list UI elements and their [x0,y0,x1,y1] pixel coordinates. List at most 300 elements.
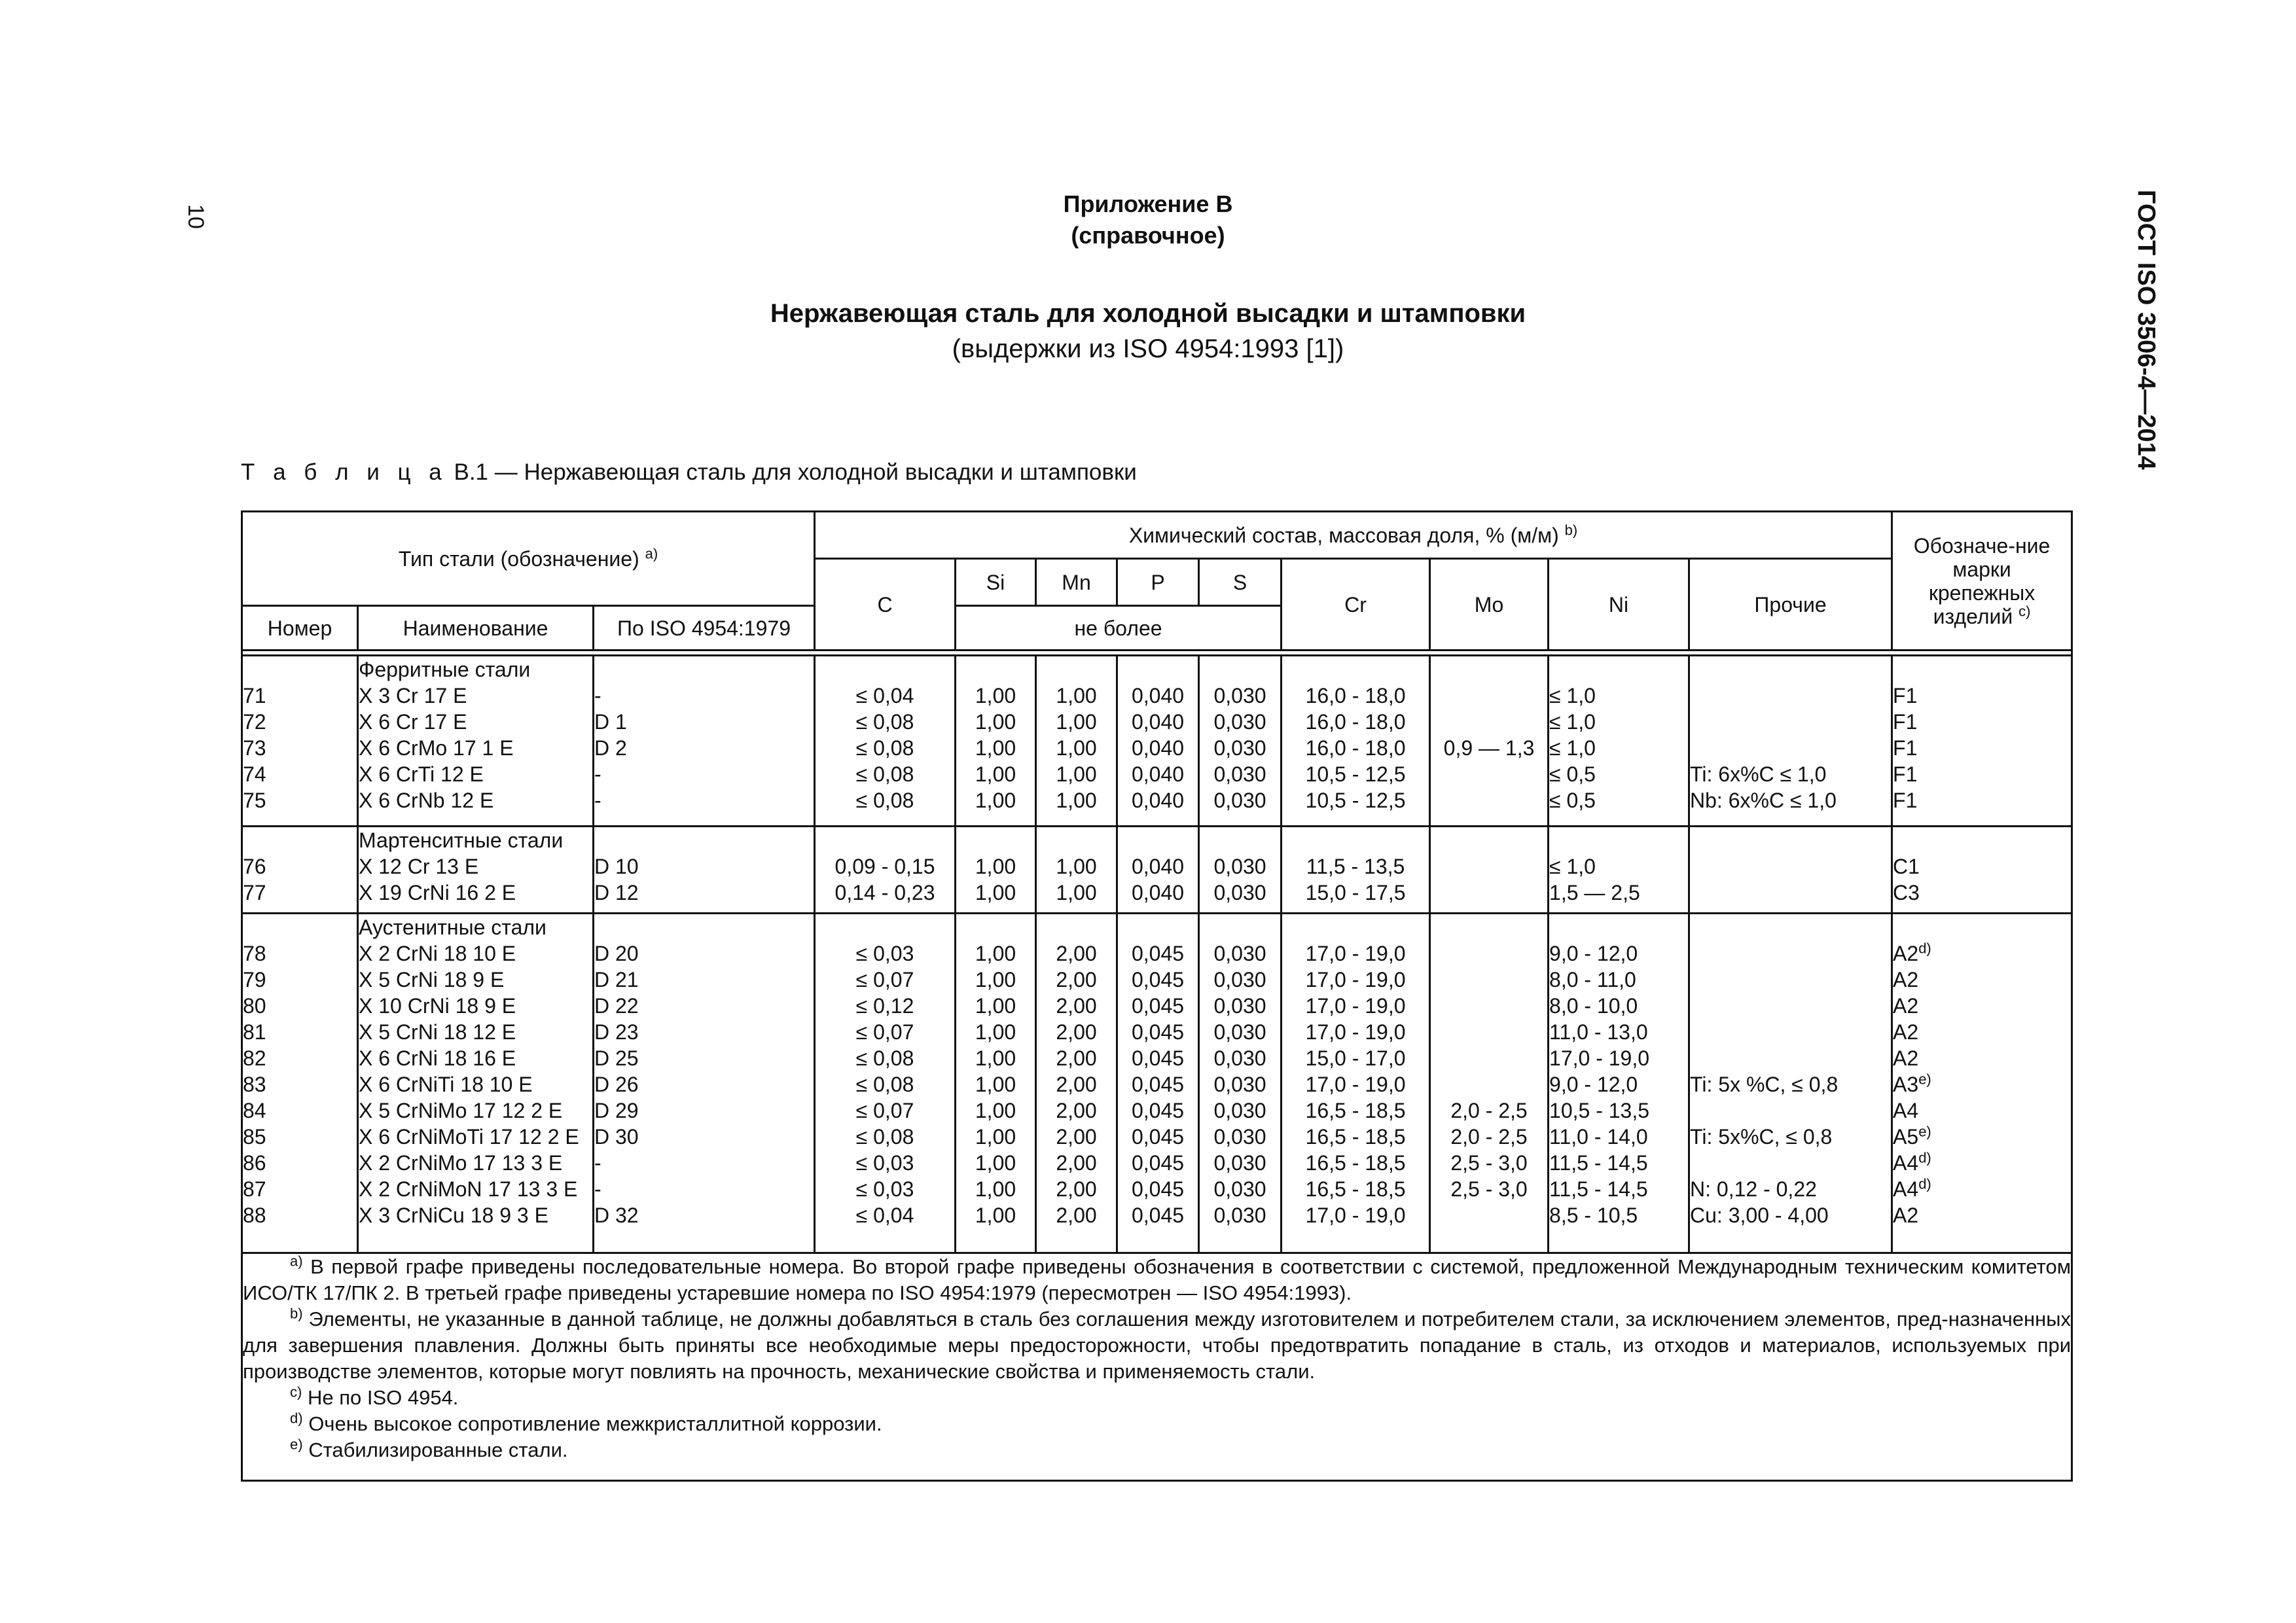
footnote [243,1254,2071,1306]
col-si [956,656,1036,827]
cell-other [1690,1045,1891,1071]
cell-mn: 2,00 [1056,993,1097,1018]
mark-footnote-ref: e) [1918,1123,1931,1140]
header-separator [242,651,2072,656]
cell-other: Nb: 6x%C ≤ 1,0 [1690,789,1837,812]
cell-other: N: 0,12 - 0,22 [1690,1177,1817,1201]
appendix-title: Приложение В [1063,190,1233,217]
cell-c: 0,09 - 0,15 [834,855,935,879]
cell-c: ≤ 0,03 [855,941,914,965]
col-s [1199,913,1282,1253]
cell-ni: 11,0 - 14,0 [1549,1124,1648,1149]
cell-si: 1,00 [975,1177,1016,1201]
cell-p: 0,040 [1131,789,1185,812]
table-caption-prefix: Т а б л и ц а [241,459,448,485]
cell-num: 83 [243,1072,266,1096]
cell-c: ≤ 0,03 [855,1177,914,1201]
cell-other [1690,853,1891,880]
cell-p: 0,040 [1131,736,1185,760]
cell-name: X 6 CrNiTi 18 10 E [359,1072,533,1096]
cell-mark: A4$^{d)}$ [1893,1149,1931,1175]
cell-mark: F1 [1893,736,1918,760]
cell-mo [1431,1071,1547,1097]
cell-si: 1,00 [975,1020,1016,1044]
cell-mn: 2,00 [1056,967,1097,991]
cell-s: 0,030 [1213,1150,1266,1175]
cell-p: 0,045 [1131,1177,1185,1201]
cell-name: X 12 Cr 13 E [359,855,479,879]
steel-group [242,656,2072,827]
cell-si: 1,00 [975,710,1016,734]
cell-other [1690,683,1891,709]
table-caption [241,459,1137,486]
cell-iso: - [594,789,601,812]
cell-mark: A2 [1893,1020,1919,1044]
cell-cr: 17,0 - 19,0 [1305,967,1406,991]
col-other [1689,827,1892,913]
cell-c: ≤ 0,08 [855,736,914,760]
col-ni [1549,827,1689,913]
cell-iso: D 1 [594,710,627,734]
cell-mark: C1 [1893,855,1920,879]
footnote-text: Не по ISO 4954. [307,1386,459,1410]
cell-ni: 1,5 — 2,5 [1549,881,1640,905]
cell-name: X 5 CrNi 18 12 E [359,1020,516,1044]
footnote-text: Стабилизированные стали. [308,1438,568,1462]
cell-name: X 6 CrNiMoTi 17 12 2 E [359,1124,579,1149]
steel-table [241,510,2073,1482]
col-iso [594,827,815,913]
cell-iso: - [594,1150,601,1175]
cell-s: 0,030 [1213,1098,1266,1122]
cell-ni: 9,0 - 12,0 [1549,1072,1638,1096]
cell-mn: 2,00 [1056,1203,1097,1227]
cell-num: 75 [243,789,266,812]
cell-num: 86 [243,1150,266,1175]
cell-mn: 2,00 [1056,1046,1097,1070]
col-cr [1282,827,1430,913]
cell-mo [1431,1202,1547,1228]
steel-group [242,913,2072,1253]
cell-p: 0,045 [1131,941,1185,965]
cell-s: 0,030 [1213,710,1266,734]
col-cr [1282,656,1430,827]
cell-name: X 19 CrNi 16 2 E [359,881,516,905]
mark-footnote-ref: d) [1918,1175,1931,1192]
cell-mo [1431,683,1547,709]
cell-num: 88 [243,1203,266,1227]
cell-iso: D 23 [594,1020,639,1044]
cell-mark: F1 [1893,762,1918,786]
cell-mn: 2,00 [1056,1150,1097,1175]
col-s [1199,827,1282,913]
cell-ni: 11,0 - 13,0 [1549,1020,1648,1044]
cell-num: 78 [243,941,266,965]
cell-cr: 16,5 - 18,5 [1305,1150,1406,1175]
col-other [1689,913,1892,1253]
cell-mark: A5$^{e)}$ [1893,1123,1931,1149]
cell-num: 84 [243,1098,266,1122]
cell-mo: 2,5 - 3,0 [1450,1150,1528,1175]
cell-c: ≤ 0,04 [855,684,914,707]
cell-other [1690,1019,1891,1045]
footnote-mark: b) [290,1306,303,1323]
col-ni [1549,913,1689,1253]
cell-other: Ti: 5x %C, ≤ 0,8 [1690,1072,1839,1096]
col-s [1199,656,1282,827]
cell-ni: ≤ 1,0 [1549,710,1596,734]
cell-name: X 6 CrNi 18 16 E [359,1046,516,1070]
cell-cr: 16,5 - 18,5 [1305,1098,1406,1122]
cell-name: X 6 CrMo 17 1 E [359,736,514,760]
col-p [1117,913,1199,1253]
cell-mark: A3$^{e)}$ [1893,1071,1931,1096]
header-ni: Ni [1549,559,1689,651]
cell-mo [1431,940,1547,967]
col-num [242,827,358,913]
footnote [243,1385,2071,1411]
cell-mark: F1 [1893,710,1918,734]
cell-mo [1431,993,1547,1019]
table-caption-text: В.1 — Нержавеющая сталь для холодной высадки и штамповки [454,459,1137,485]
header-fastener-mark: Обозначе-ние марки крепежных изделий $^{c)}$ [1892,512,2072,651]
cell-s: 0,030 [1213,1046,1266,1070]
col-iso [594,656,815,827]
page-number: 10 [183,204,208,229]
appendix-header [0,188,2296,251]
cell-name: X 10 CrNi 18 9 E [359,993,516,1018]
cell-num: 87 [243,1177,266,1201]
col-si [956,827,1036,913]
col-name [358,656,594,827]
cell-mo: 2,0 - 2,5 [1450,1098,1528,1122]
footnote-text: В первой графе приведены последовательные номера. Во второй графе приведены обозначения в соответствии с системой, предложенной Международным техническим комитетом ИСО/ТК 17/ПК 2. В третьей графе приведены устаревшие номера по ISO 4954:1979 (пересмотрен — ISO 4954:1993). [243,1255,2072,1305]
cell-num: 74 [243,762,266,786]
cell-si: 1,00 [975,1046,1016,1070]
cell-iso: - [594,1177,601,1201]
cell-cr: 16,0 - 18,0 [1305,736,1406,760]
mark-footnote-ref: d) [1918,1149,1931,1166]
cell-ni: 8,0 - 10,0 [1549,993,1638,1018]
cell-mo [1431,853,1547,880]
cell-other [1690,709,1891,735]
col-num [242,656,358,827]
cell-si: 1,00 [975,789,1016,812]
cell-other: Ti: 5x%C, ≤ 0,8 [1690,1124,1833,1149]
cell-mn: 2,00 [1056,1177,1097,1201]
cell-mark: A2$^{d)}$ [1893,940,1931,965]
header-cr: Cr [1282,559,1430,651]
group-title: Ферритные стали [359,658,531,681]
cell-si: 1,00 [975,762,1016,786]
footnotes [242,1253,2072,1481]
col-other [1689,656,1892,827]
cell-other: Cu: 3,00 - 4,00 [1690,1203,1829,1227]
col-mark [1892,913,2072,1253]
cell-mn: 2,00 [1056,1072,1097,1096]
cell-mn: 1,00 [1056,789,1097,812]
cell-p: 0,040 [1131,881,1185,905]
cell-mark: A2 [1893,1203,1919,1227]
cell-mark: A2 [1893,1046,1919,1070]
cell-mn: 1,00 [1056,736,1097,760]
cell-iso: - [594,684,601,707]
cell-name: X 3 Cr 17 E [359,684,467,707]
header-mn: Mn [1036,559,1117,606]
cell-mo: 0,9 — 1,3 [1443,736,1535,760]
cell-mark: A2 [1893,967,1919,991]
cell-mark: F1 [1893,684,1918,707]
cell-iso: D 25 [594,1046,639,1070]
cell-cr: 15,0 - 17,0 [1305,1046,1406,1070]
cell-other [1690,1097,1891,1124]
cell-p: 0,045 [1131,1098,1185,1122]
cell-ni: 8,5 - 10,5 [1549,1203,1638,1227]
footnote [243,1411,2071,1437]
col-c [815,913,956,1253]
cell-s: 0,030 [1213,1177,1266,1201]
cell-cr: 16,0 - 18,0 [1305,684,1406,707]
col-p [1117,656,1199,827]
cell-name: X 6 CrTi 12 E [359,762,484,786]
cell-si: 1,00 [975,881,1016,905]
cell-cr: 17,0 - 19,0 [1305,1020,1406,1044]
col-mo [1430,913,1549,1253]
col-mn [1036,827,1117,913]
cell-p: 0,045 [1131,1150,1185,1175]
cell-c: ≤ 0,04 [855,1203,914,1227]
cell-other [1690,967,1891,993]
header-other: Прочие [1689,559,1892,651]
cell-p: 0,040 [1131,762,1185,786]
col-c [815,656,956,827]
cell-mn: 2,00 [1056,1020,1097,1044]
cell-num: 77 [243,881,266,905]
col-si [956,913,1036,1253]
cell-mn: 1,00 [1056,855,1097,879]
cell-si: 1,00 [975,736,1016,760]
cell-c: ≤ 0,08 [855,1124,914,1149]
cell-other [1690,993,1891,1019]
steel-group [242,827,2072,913]
cell-ni: ≤ 1,0 [1549,736,1596,760]
cell-c: ≤ 0,08 [855,1046,914,1070]
cell-c: ≤ 0,03 [855,1150,914,1175]
cell-mark: F1 [1893,789,1918,812]
cell-c: ≤ 0,07 [855,1020,914,1044]
cell-mn: 2,00 [1056,1098,1097,1122]
cell-iso: - [594,762,601,786]
cell-si: 1,00 [975,1124,1016,1149]
cell-mark: C3 [1893,881,1920,905]
cell-c: 0,14 - 0,23 [834,881,935,905]
cell-num: 81 [243,1020,266,1044]
cell-s: 0,030 [1213,736,1266,760]
header-number: Номер [242,606,358,651]
cell-iso: D 12 [594,881,639,905]
col-mn [1036,913,1117,1253]
footnote-text: Очень высокое сопротивление межкристаллитной коррозии. [308,1412,882,1436]
cell-cr: 10,5 - 12,5 [1305,762,1406,786]
cell-other: Ti: 6x%C ≤ 1,0 [1690,762,1827,786]
cell-si: 1,00 [975,1098,1016,1122]
cell-mn: 1,00 [1056,762,1097,786]
header-name: Наименование [358,606,594,651]
col-mn [1036,656,1117,827]
group-title: Аустенитные стали [359,915,547,939]
cell-si: 1,00 [975,855,1016,879]
cell-other [1690,880,1891,906]
heading-title: Нержавеющая сталь для холодной высадки и штамповки [770,299,1526,328]
cell-mn: 1,00 [1056,881,1097,905]
cell-s: 0,030 [1213,967,1266,991]
col-mo [1430,827,1549,913]
cell-p: 0,040 [1131,684,1185,707]
cell-s: 0,030 [1213,789,1266,812]
cell-c: ≤ 0,08 [855,762,914,786]
cell-cr: 11,5 - 13,5 [1306,855,1405,879]
mark-footnote-ref: d) [1918,940,1931,957]
mark-footnote-ref: e) [1918,1071,1931,1088]
cell-mo [1431,1045,1547,1071]
footnote [243,1306,2071,1385]
cell-name: X 2 CrNiMoN 17 13 3 E [359,1177,578,1201]
footnote-mark: d) [290,1410,303,1427]
heading-subtitle: (выдержки из ISO 4954:1993 [1]) [952,334,1344,363]
cell-p: 0,045 [1131,1020,1185,1044]
cell-ni: ≤ 0,5 [1549,789,1596,812]
footnote [243,1437,2071,1463]
footnote-mark: e) [290,1436,303,1454]
cell-mo [1431,787,1547,813]
cell-s: 0,030 [1213,1124,1266,1149]
cell-num: 71 [243,684,266,707]
document-id: ГОСТ ISO 3506-4—2014 [2132,190,2160,470]
cell-c: ≤ 0,08 [855,789,914,812]
header-p: P [1117,559,1199,606]
cell-ni: ≤ 1,0 [1549,855,1596,879]
cell-mo [1431,709,1547,735]
col-mark [1892,656,2072,827]
cell-si: 1,00 [975,1150,1016,1175]
cell-name: X 6 Cr 17 E [359,710,467,734]
cell-cr: 17,0 - 19,0 [1305,993,1406,1018]
cell-cr: 15,0 - 17,5 [1305,881,1406,905]
cell-cr: 16,0 - 18,0 [1305,710,1406,734]
col-ni [1549,656,1689,827]
cell-mn: 2,00 [1056,941,1097,965]
cell-cr: 17,0 - 19,0 [1305,1203,1406,1227]
cell-p: 0,045 [1131,993,1185,1018]
header-not-more: не более [956,606,1282,651]
cell-s: 0,030 [1213,1203,1266,1227]
cell-c: ≤ 0,12 [855,993,914,1018]
cell-ni: 10,5 - 13,5 [1549,1098,1650,1122]
cell-ni: 8,0 - 11,0 [1549,967,1636,991]
cell-s: 0,030 [1213,855,1266,879]
cell-iso: D 30 [594,1124,639,1149]
cell-mo [1431,967,1547,993]
section-heading [0,296,2296,366]
cell-mn: 1,00 [1056,710,1097,734]
appendix-subtitle: (справочное) [1071,222,1225,249]
cell-num: 72 [243,710,266,734]
cell-name: X 5 CrNi 18 9 E [359,967,505,991]
cell-mo [1431,761,1547,787]
cell-si: 1,00 [975,967,1016,991]
cell-name: X 5 CrNiMo 17 12 2 E [359,1098,563,1122]
footnotes-row [242,1253,2072,1481]
cell-mo: 2,0 - 2,5 [1450,1124,1528,1149]
col-mo [1430,656,1549,827]
cell-s: 0,030 [1213,684,1266,707]
cell-p: 0,045 [1131,1046,1185,1070]
cell-ni: ≤ 1,0 [1549,684,1596,707]
footnote-mark: a) [290,1253,303,1270]
cell-c: ≤ 0,07 [855,1098,914,1122]
cell-p: 0,045 [1131,1072,1185,1096]
cell-cr: 17,0 - 19,0 [1305,1072,1406,1096]
col-name [358,913,594,1253]
cell-c: ≤ 0,07 [855,967,914,991]
cell-c: ≤ 0,08 [855,710,914,734]
cell-num: 80 [243,993,266,1018]
group-title: Мартенситные стали [359,829,564,853]
cell-s: 0,030 [1213,881,1266,905]
cell-name: X 6 CrNb 12 E [359,789,494,812]
cell-cr: 17,0 - 19,0 [1305,941,1406,965]
footnote-mark: c) [290,1384,302,1401]
cell-ni: ≤ 0,5 [1549,762,1596,786]
cell-s: 0,030 [1213,1020,1266,1044]
cell-mo: 2,5 - 3,0 [1450,1177,1528,1201]
header-iso-1979: По ISO 4954:1979 [594,606,815,651]
cell-num: 85 [243,1124,266,1149]
col-cr [1282,913,1430,1253]
header-chem-composition: Химический состав, массовая доля, % (м/м) $^{b)}$ [815,512,1892,559]
header-si: Si [956,559,1036,606]
cell-iso: D 26 [594,1072,639,1096]
cell-other [1690,940,1891,967]
cell-s: 0,030 [1213,762,1266,786]
cell-s: 0,030 [1213,941,1266,965]
cell-cr: 16,5 - 18,5 [1305,1124,1406,1149]
cell-iso: D 10 [594,855,639,879]
cell-c: ≤ 0,08 [855,1072,914,1096]
cell-num: 73 [243,736,266,760]
cell-mark: A4 [1893,1098,1919,1122]
cell-si: 1,00 [975,941,1016,965]
cell-iso: D 29 [594,1098,639,1122]
cell-si: 1,00 [975,684,1016,707]
cell-other [1690,735,1891,761]
col-mark [1892,827,2072,913]
cell-mark: A2 [1893,993,1919,1018]
cell-cr: 10,5 - 12,5 [1305,789,1406,812]
cell-name: X 2 CrNi 18 10 E [359,941,516,965]
cell-mn: 1,00 [1056,684,1097,707]
cell-p: 0,045 [1131,967,1185,991]
cell-ni: 9,0 - 12,0 [1549,941,1638,965]
cell-name: X 2 CrNiMo 17 13 3 E [359,1150,563,1175]
cell-mark: A4$^{d)}$ [1893,1175,1931,1201]
col-name [358,827,594,913]
cell-num: 82 [243,1046,266,1070]
cell-p: 0,045 [1131,1124,1185,1149]
cell-cr: 16,5 - 18,5 [1305,1177,1406,1201]
header-c: C [815,559,956,651]
cell-p: 0,040 [1131,855,1185,879]
